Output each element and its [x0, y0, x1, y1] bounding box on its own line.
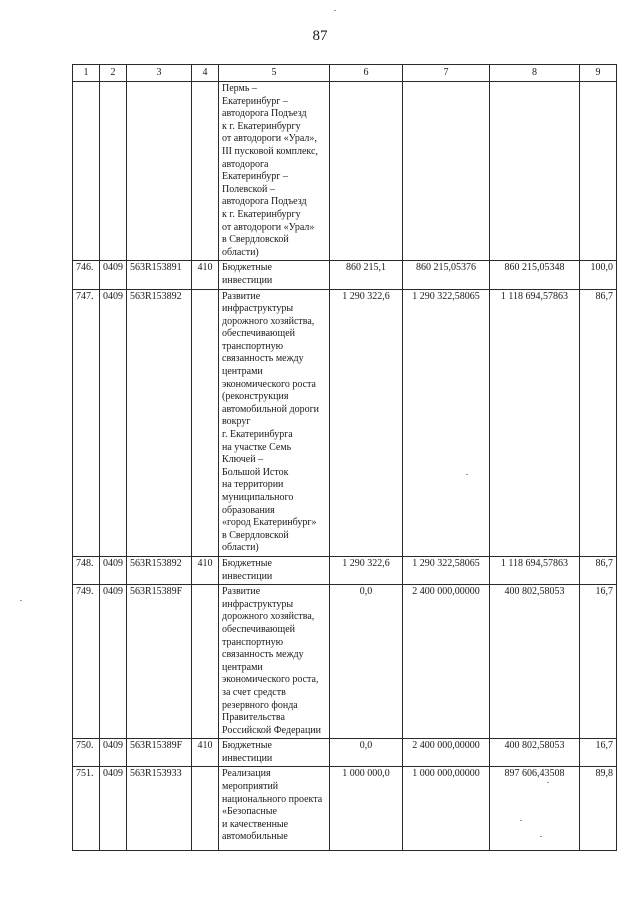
target-article-code: 563R153933 — [127, 767, 192, 851]
expense-type-code: 410 — [192, 556, 219, 584]
scan-speck — [540, 836, 542, 837]
section-code — [100, 82, 127, 261]
scan-speck — [520, 820, 522, 821]
expense-type-code: 410 — [192, 739, 219, 767]
item-name: Бюджетные инвестиции — [219, 261, 330, 289]
section-code: 0409 — [100, 261, 127, 289]
expense-type-code — [192, 289, 219, 556]
section-code: 0409 — [100, 767, 127, 851]
row-number: 751. — [73, 767, 100, 851]
planned-amount: 1 290 322,6 — [330, 556, 403, 584]
refined-amount: 2 400 000,00000 — [403, 585, 490, 739]
execution-percent: 16,7 — [580, 739, 617, 767]
col-header: 4 — [192, 65, 219, 82]
col-header: 9 — [580, 65, 617, 82]
table-row — [73, 556, 617, 584]
refined-amount: 1 290 322,58065 — [403, 289, 490, 556]
col-header: 2 — [100, 65, 127, 82]
table-row — [73, 289, 617, 556]
col-header: 8 — [490, 65, 580, 82]
expense-type-code — [192, 585, 219, 739]
execution-percent: 86,7 — [580, 556, 617, 584]
row-number: 748. — [73, 556, 100, 584]
target-article-code: 563R153892 — [127, 289, 192, 556]
target-article-code: 563R15389F — [127, 739, 192, 767]
planned-amount: 0,0 — [330, 739, 403, 767]
item-name: Развитие инфраструктуры дорожного хозяйства, обеспечивающей транспортную связанность между центрами экономического роста, за счет средств резервного фонда Правительства Российской Федерации — [219, 585, 330, 739]
refined-amount — [403, 82, 490, 261]
table-row — [73, 261, 617, 289]
section-code: 0409 — [100, 556, 127, 584]
execution-percent: 100,0 — [580, 261, 617, 289]
row-number: 747. — [73, 289, 100, 556]
execution-percent: 16,7 — [580, 585, 617, 739]
execution-percent — [580, 82, 617, 261]
executed-amount: 897 606,43508 — [490, 767, 580, 851]
scan-speck — [334, 10, 336, 11]
refined-amount: 1 290 322,58065 — [403, 556, 490, 584]
expense-type-code — [192, 82, 219, 261]
executed-amount — [490, 82, 580, 261]
executed-amount: 1 118 694,57863 — [490, 556, 580, 584]
executed-amount: 860 215,05348 — [490, 261, 580, 289]
row-number — [73, 82, 100, 261]
refined-amount: 860 215,05376 — [403, 261, 490, 289]
table-row — [73, 585, 617, 739]
col-header: 5 — [219, 65, 330, 82]
planned-amount: 1 290 322,6 — [330, 289, 403, 556]
executed-amount: 400 802,58053 — [490, 739, 580, 767]
item-name: Бюджетные инвестиции — [219, 739, 330, 767]
refined-amount: 1 000 000,00000 — [403, 767, 490, 851]
header-row — [73, 65, 617, 82]
table-row — [73, 82, 617, 261]
page-number: 87 — [312, 28, 328, 44]
row-number: 749. — [73, 585, 100, 739]
section-code: 0409 — [100, 289, 127, 556]
executed-amount: 400 802,58053 — [490, 585, 580, 739]
scan-speck — [547, 782, 549, 783]
planned-amount — [330, 82, 403, 261]
execution-percent: 89,8 — [580, 767, 617, 851]
target-article-code: 563R153891 — [127, 261, 192, 289]
table-row — [73, 767, 617, 851]
target-article-code: 563R15389F — [127, 585, 192, 739]
table-row — [73, 739, 617, 767]
item-name: Пермь – Екатеринбург – автодорога Подъезд к г. Екатеринбургу от автодороги «Урал», III пусковой комплекс, автодорога Екатеринбург – Полевской – автодорога Подъезд к г. Екатеринбургу от автодороги «Урал» в Свердловской области) — [219, 82, 330, 261]
refined-amount: 2 400 000,00000 — [403, 739, 490, 767]
item-name: Развитие инфраструктуры дорожного хозяйства, обеспечивающей транспортную связанность между центрами экономического роста (реконструкция автомобильной дороги вокруг г. Екатеринбурга на участке Семь Ключей – Большой Исток на территории муниципального образования «город Екатеринбург» в Свердловской области) — [219, 289, 330, 556]
section-code: 0409 — [100, 739, 127, 767]
executed-amount: 1 118 694,57863 — [490, 289, 580, 556]
target-article-code: 563R153892 — [127, 556, 192, 584]
target-article-code — [127, 82, 192, 261]
execution-percent: 86,7 — [580, 289, 617, 556]
scan-speck — [20, 600, 22, 601]
col-header: 7 — [403, 65, 490, 82]
scan-speck — [466, 474, 468, 475]
item-name: Реализация мероприятий национального проекта «Безопасные и качественные автомобильные — [219, 767, 330, 851]
section-code: 0409 — [100, 585, 127, 739]
expense-type-code: 410 — [192, 261, 219, 289]
col-header: 6 — [330, 65, 403, 82]
budget-table — [72, 64, 617, 851]
col-header: 1 — [73, 65, 100, 82]
planned-amount: 1 000 000,0 — [330, 767, 403, 851]
row-number: 746. — [73, 261, 100, 289]
col-header: 3 — [127, 65, 192, 82]
row-number: 750. — [73, 739, 100, 767]
item-name: Бюджетные инвестиции — [219, 556, 330, 584]
planned-amount: 0,0 — [330, 585, 403, 739]
planned-amount: 860 215,1 — [330, 261, 403, 289]
expense-type-code — [192, 767, 219, 851]
